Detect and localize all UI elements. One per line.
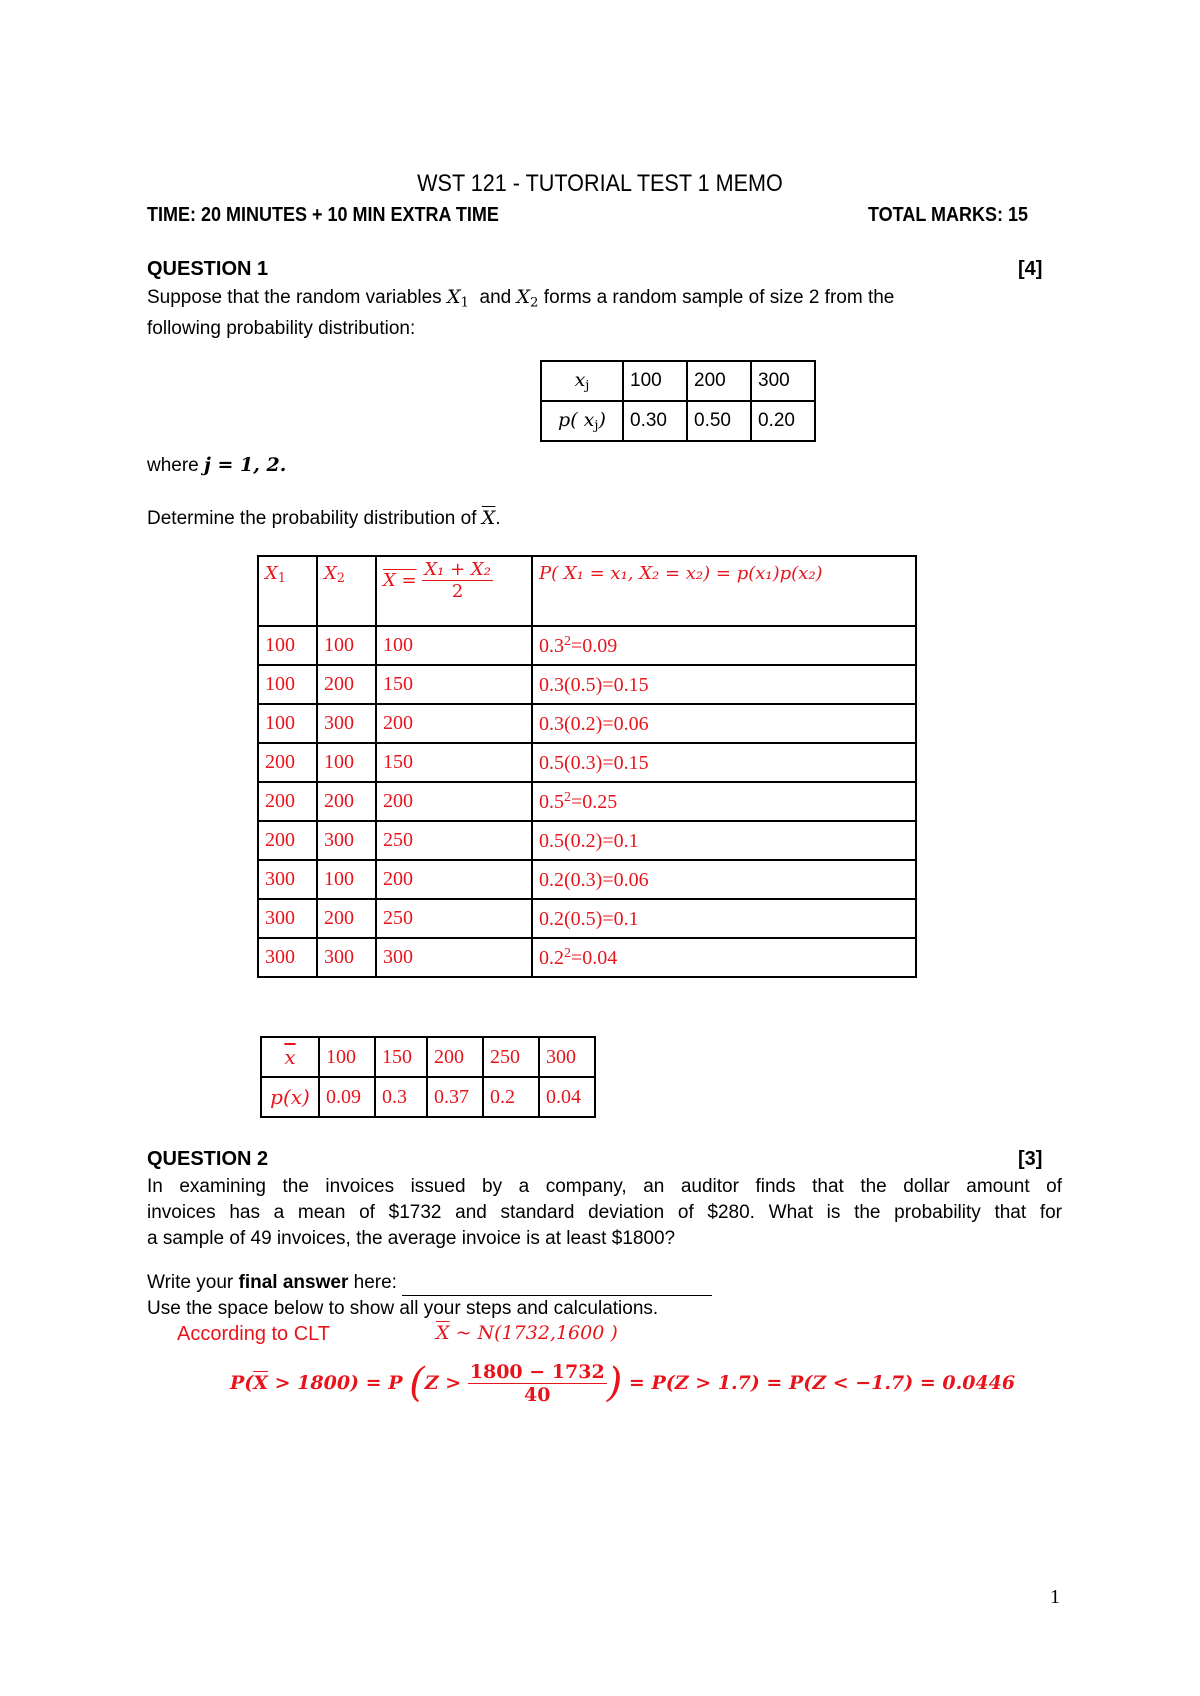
answer-prob-cell: 0.5(0.2)=0.1 xyxy=(532,821,916,860)
answer-cell: 150 xyxy=(376,743,532,782)
where-line: where j = 1, 2. xyxy=(147,454,287,476)
answer-row xyxy=(258,704,916,743)
result-prob: 0.04 xyxy=(539,1077,595,1117)
question-2-marks: [3] xyxy=(1018,1148,1043,1170)
answer-header-xbar: X = $\frac{\text{X₁ + X₂}}{2}$ xyxy=(376,556,532,626)
page-number: 1 xyxy=(1050,1586,1060,1608)
dist-value: 100 xyxy=(623,361,687,401)
answer-row xyxy=(258,860,916,899)
result-prob: 0.37 xyxy=(427,1077,483,1117)
dist-prob: 0.30 xyxy=(623,401,687,441)
xbar-symbol: $\overline{X}$ xyxy=(481,507,496,529)
answer-cell: 200 xyxy=(317,782,376,821)
result-prob: 0.2 xyxy=(483,1077,539,1117)
answer-row xyxy=(258,743,916,782)
answer-cell: 250 xyxy=(376,899,532,938)
distribution-table xyxy=(540,360,816,442)
answer-prob-cell: 0.2(0.5)=0.1 xyxy=(532,899,916,938)
answer-cell: 300 xyxy=(317,704,376,743)
determine-line: Determine the probability distribution of $\overline{X}$. xyxy=(147,507,501,529)
answer-row xyxy=(258,821,916,860)
answer-cell: 200 xyxy=(376,704,532,743)
q1-text-c: following probability distribution: xyxy=(147,318,416,340)
where-math: j = 1, 2. xyxy=(204,454,287,476)
result-label-px: p(x) xyxy=(261,1077,319,1117)
answer-prob-cell: 0.5(0.3)=0.15 xyxy=(532,743,916,782)
dist-value: 300 xyxy=(751,361,815,401)
answer-cell: 200 xyxy=(376,782,532,821)
result-value: 250 xyxy=(483,1037,539,1077)
answer-table xyxy=(257,555,917,978)
answer-cell: 200 xyxy=(258,821,317,860)
answer-cell: 200 xyxy=(258,743,317,782)
dist-prob: 0.20 xyxy=(751,401,815,441)
x1-symbol: $X_1$ xyxy=(446,286,469,311)
probability-calculation: $P(\overline{X} > 1800) = P$ (Z > $\frac{1800 - 1732}{40}$ ) = P(Z > 1.7) = P(Z < −1.7) = 0.0446 xyxy=(230,1360,1016,1406)
q1-and: and xyxy=(479,287,512,308)
answer-cell: 100 xyxy=(317,860,376,899)
question-2-text: In examining the invoices issued by a company, an auditor finds that the dollar amount of invoices has a mean of $1732 and standard deviation of $280. What is the probability that for a sample of 49 invoices, the average invoice is at least $1800? xyxy=(147,1176,1062,1249)
answer-prob-cell: 0.3(0.5)=0.15 xyxy=(532,665,916,704)
result-value: 300 xyxy=(539,1037,595,1077)
answer-cell: 150 xyxy=(376,665,532,704)
page-title: WST 121 - TUTORIAL TEST 1 MEMO xyxy=(417,170,783,197)
answer-cell: 100 xyxy=(317,743,376,782)
answer-cell: 300 xyxy=(258,899,317,938)
question-2-heading: QUESTION 2 xyxy=(147,1148,269,1170)
answer-cell: 100 xyxy=(376,626,532,665)
answer-prob-cell: $0.2^2=0.04$ xyxy=(532,938,916,977)
answer-cell: 300 xyxy=(317,821,376,860)
answer-prob-cell: 0.3(0.2)=0.06 xyxy=(532,704,916,743)
result-table xyxy=(260,1036,596,1118)
x2-symbol: $X_2$ xyxy=(516,286,539,311)
answer-row xyxy=(258,626,916,665)
answer-row xyxy=(258,665,916,704)
clt-distribution: $\overline{X}$ ~ N(1732,1600 ) xyxy=(436,1322,618,1344)
final-answer-line: Write your final answer here: xyxy=(147,1270,712,1296)
time-label: TIME: 20 MINUTES + 10 MIN EXTRA TIME xyxy=(147,204,499,226)
result-label-x: $\overline{x}$ xyxy=(261,1037,319,1077)
result-prob: 0.3 xyxy=(375,1077,427,1117)
answer-cell: 100 xyxy=(258,704,317,743)
answer-cell: 300 xyxy=(317,938,376,977)
q1-text-b: forms a random sample of size 2 from the xyxy=(543,287,895,308)
question-1-text xyxy=(147,284,1047,342)
answer-cell: 250 xyxy=(376,821,532,860)
total-marks-label: TOTAL MARKS: 15 xyxy=(868,204,1029,226)
question-1-marks: [4] xyxy=(1018,258,1043,280)
answer-cell: 200 xyxy=(376,860,532,899)
clt-label: According to CLT xyxy=(177,1323,331,1345)
answer-header-prob: P( X₁ = x₁, X₂ = x₂) = p(x₁)p(x₂) xyxy=(532,556,916,626)
answer-cell: 300 xyxy=(258,938,317,977)
answer-header-x1: $X_1$ xyxy=(258,556,317,626)
answer-prob-cell: 0.2(0.3)=0.06 xyxy=(532,860,916,899)
answer-header-x2: $X_2$ xyxy=(317,556,376,626)
result-value: 200 xyxy=(427,1037,483,1077)
answer-prob-cell: $0.3^2=0.09$ xyxy=(532,626,916,665)
answer-cell: 200 xyxy=(317,899,376,938)
answer-cell: 200 xyxy=(317,665,376,704)
answer-cell: 300 xyxy=(258,860,317,899)
result-prob: 0.09 xyxy=(319,1077,375,1117)
dist-row1-label: $x_j$ xyxy=(541,361,623,401)
dist-row2-label: p( $x_j$) xyxy=(541,401,623,441)
result-value: 100 xyxy=(319,1037,375,1077)
answer-cell: 300 xyxy=(376,938,532,977)
result-value: 150 xyxy=(375,1037,427,1077)
q1-text-a: Suppose that the random variables xyxy=(147,287,442,308)
answer-prob-cell: $0.5^2=0.25$ xyxy=(532,782,916,821)
answer-cell: 100 xyxy=(258,626,317,665)
answer-cell: 100 xyxy=(317,626,376,665)
dist-prob: 0.50 xyxy=(687,401,751,441)
answer-row xyxy=(258,782,916,821)
answer-row xyxy=(258,938,916,977)
question-1-heading: QUESTION 1 xyxy=(147,258,269,280)
final-answer-blank[interactable] xyxy=(402,1275,712,1296)
answer-row xyxy=(258,899,916,938)
dist-value: 200 xyxy=(687,361,751,401)
steps-instruction: Use the space below to show all your steps and calculations. xyxy=(147,1298,659,1319)
answer-cell: 100 xyxy=(258,665,317,704)
answer-cell: 200 xyxy=(258,782,317,821)
